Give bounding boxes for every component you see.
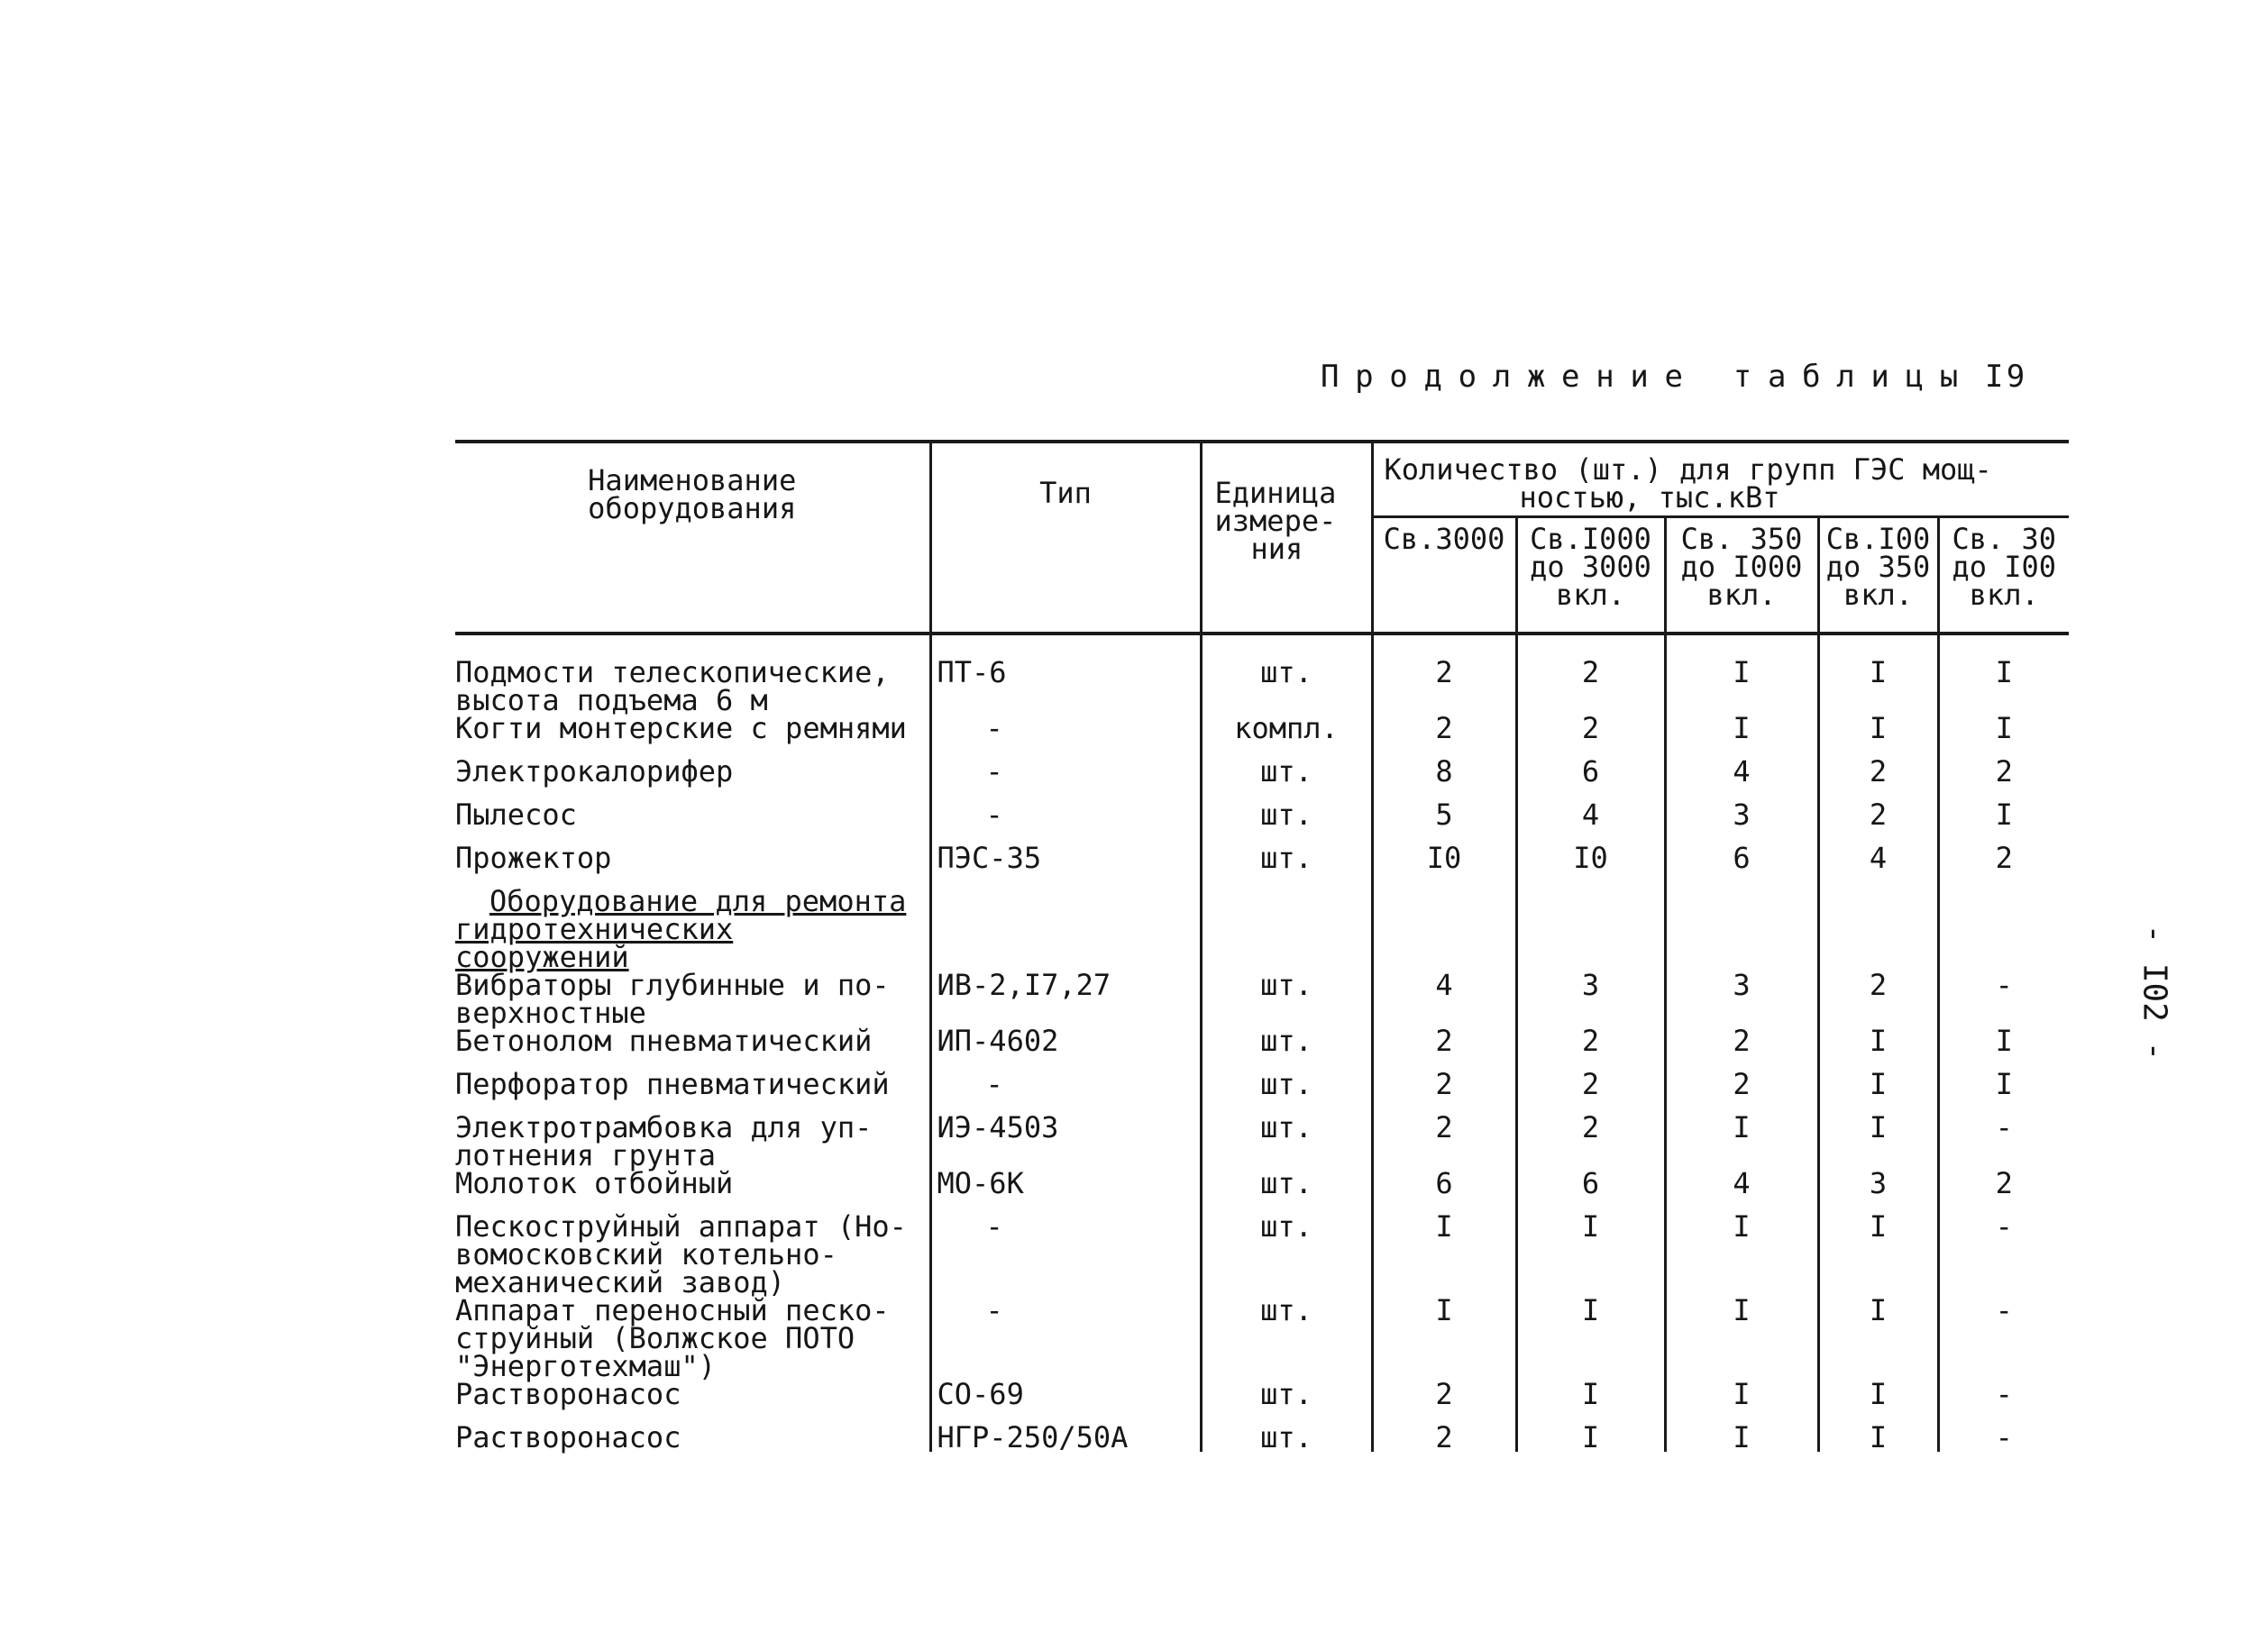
table-header bbox=[455, 442, 2069, 634]
equipment-type-cell: - bbox=[930, 801, 1201, 844]
quantity-cell-group-1: 5 bbox=[1372, 801, 1516, 844]
table-row bbox=[455, 971, 2069, 1027]
equipment-name-line: Вибраторы глубинные и по- bbox=[455, 968, 890, 1002]
quantity-cell-group-5: I bbox=[1938, 715, 2069, 758]
empty-cell bbox=[1372, 888, 1516, 971]
equipment-type-cell: ИВ-2,I7,27 bbox=[930, 971, 1201, 1027]
unit-cell: шт. bbox=[1201, 801, 1372, 844]
equipment-name-cell bbox=[455, 1377, 930, 1424]
equipment-name-line: Бетонолом пневматический bbox=[455, 1024, 873, 1058]
header-unit-line: ния bbox=[1250, 532, 1303, 566]
quantity-cell-group-4: I bbox=[1818, 1071, 1938, 1114]
quantity-cell-group-2: 2 bbox=[1516, 634, 1665, 715]
header-group-line: Св.3000 bbox=[1383, 522, 1505, 556]
equipment-name-line: Перфоратор пневматический bbox=[455, 1067, 890, 1101]
equipment-type-cell: - bbox=[930, 1071, 1201, 1114]
unit-cell: шт. bbox=[1201, 1071, 1372, 1114]
quantity-cell-group-3: 4 bbox=[1665, 1170, 1818, 1213]
unit-cell: компл. bbox=[1201, 715, 1372, 758]
quantity-cell-group-3: 4 bbox=[1665, 758, 1818, 801]
equipment-type-cell: - bbox=[930, 1213, 1201, 1297]
section-title-line: Оборудование для ремонта bbox=[489, 884, 907, 918]
quantity-cell-group-2: 2 bbox=[1516, 1071, 1665, 1114]
quantity-cell-group-4: 4 bbox=[1818, 844, 1938, 888]
quantity-cell-group-3: I bbox=[1665, 1114, 1818, 1170]
empty-cell bbox=[1201, 888, 1372, 971]
table-row bbox=[455, 1071, 2069, 1114]
quantity-cell-group-2: I bbox=[1516, 1213, 1665, 1297]
page-number: - I02 - bbox=[2135, 924, 2173, 1062]
header-type bbox=[930, 442, 1201, 634]
quantity-cell-group-3: I bbox=[1665, 1297, 1818, 1381]
table-body-hydro bbox=[455, 968, 2069, 1454]
quantity-cell-group-2: 6 bbox=[1516, 758, 1665, 801]
header-group-line: Св. 30 bbox=[1952, 522, 2057, 556]
quantity-cell-group-5: I bbox=[1938, 801, 2069, 844]
equipment-name-line: струйный (Волжское ПОТО bbox=[455, 1321, 855, 1355]
header-group-line: Св.I000 bbox=[1530, 522, 1651, 556]
equipment-name-line: Подмости телескопические, bbox=[455, 655, 890, 689]
empty-cell bbox=[1938, 888, 2069, 971]
equipment-type-cell: МО-6К bbox=[930, 1170, 1201, 1213]
quantity-cell-group-5: I bbox=[1938, 1027, 2069, 1071]
quantity-cell-group-3: 2 bbox=[1665, 1071, 1818, 1114]
empty-cell bbox=[1665, 888, 1818, 971]
quantity-cell-group-4: I bbox=[1818, 634, 1938, 715]
equipment-name-cell bbox=[455, 711, 930, 758]
quantity-cell-group-2: I0 bbox=[1516, 844, 1665, 888]
header-name-line: Наименование bbox=[588, 463, 797, 497]
equipment-name-cell bbox=[455, 1024, 930, 1071]
quantity-cell-group-3: I bbox=[1665, 1213, 1818, 1297]
quantity-cell-group-4: I bbox=[1818, 1114, 1938, 1170]
header-group-line: до I00 bbox=[1952, 550, 2057, 584]
quantity-cell-group-5: 2 bbox=[1938, 1170, 2069, 1213]
quantity-cell-group-4: I bbox=[1818, 715, 1938, 758]
quantity-cell-group-5: 2 bbox=[1938, 758, 2069, 801]
table-row bbox=[455, 1170, 2069, 1213]
equipment-type-cell: ИЭ-4503 bbox=[930, 1114, 1201, 1170]
quantity-cell-group-2: 2 bbox=[1516, 1114, 1665, 1170]
quantity-cell-group-3: I bbox=[1665, 1381, 1818, 1424]
table-row bbox=[455, 715, 2069, 758]
table-body-general bbox=[455, 634, 2069, 888]
quantity-cell-group-2: 6 bbox=[1516, 1170, 1665, 1213]
quantity-cell-group-2: 2 bbox=[1516, 1027, 1665, 1071]
quantity-cell-group-1: I0 bbox=[1372, 844, 1516, 888]
header-quantity-line: ностью, тыс.кВт bbox=[1519, 480, 1780, 515]
equipment-type-cell: - bbox=[930, 715, 1201, 758]
equipment-type-cell: - bbox=[930, 758, 1201, 801]
equipment-type-cell: НГР-250/50А bbox=[930, 1424, 1201, 1452]
quantity-cell-group-1: I bbox=[1372, 1213, 1516, 1297]
header-group-line: вкл. bbox=[1969, 578, 2039, 612]
header-name bbox=[455, 442, 930, 634]
unit-cell: шт. bbox=[1201, 1424, 1372, 1452]
quantity-cell-group-1: 2 bbox=[1372, 1071, 1516, 1114]
unit-cell: шт. bbox=[1201, 1170, 1372, 1213]
unit-cell: шт. bbox=[1201, 844, 1372, 888]
quantity-cell-group-3: I bbox=[1665, 634, 1818, 715]
table-row bbox=[455, 844, 2069, 888]
quantity-cell-group-4: I bbox=[1818, 1297, 1938, 1381]
quantity-cell-group-3: 3 bbox=[1665, 801, 1818, 844]
unit-cell: шт. bbox=[1201, 1213, 1372, 1297]
header-group-line: до 3000 bbox=[1530, 550, 1651, 584]
quantity-cell-group-5: - bbox=[1938, 1114, 2069, 1170]
equipment-name-cell bbox=[455, 968, 930, 1030]
quantity-cell-group-3: 2 bbox=[1665, 1027, 1818, 1071]
header-unit-line: измере- bbox=[1214, 504, 1337, 538]
equipment-name-line: Растворонасос bbox=[455, 1420, 681, 1454]
quantity-cell-group-4: 2 bbox=[1818, 801, 1938, 844]
section-header bbox=[455, 884, 2069, 974]
header-unit-line: Единица bbox=[1214, 476, 1337, 510]
quantity-cell-group-1: 2 bbox=[1372, 1424, 1516, 1452]
equipment-name-cell bbox=[455, 754, 930, 801]
equipment-name-line: Пескоструйный аппарат (Но- bbox=[455, 1209, 907, 1244]
table-row bbox=[455, 634, 2069, 715]
unit-cell: шт. bbox=[1201, 971, 1372, 1027]
equipment-name-line: "Энерготехмаш") bbox=[455, 1349, 716, 1383]
quantity-cell-group-5: - bbox=[1938, 1381, 2069, 1424]
quantity-cell-group-4: 3 bbox=[1818, 1170, 1938, 1213]
unit-cell: шт. bbox=[1201, 1297, 1372, 1381]
quantity-cell-group-1: 8 bbox=[1372, 758, 1516, 801]
equipment-type-cell: СО-69 bbox=[930, 1381, 1201, 1424]
table-row bbox=[455, 1297, 2069, 1381]
header-group-line: до I000 bbox=[1680, 550, 1803, 584]
header-group-line: до 350 bbox=[1825, 550, 1931, 584]
quantity-cell-group-5: - bbox=[1938, 971, 2069, 1027]
equipment-name-line: Когти монтерские с ремнями bbox=[455, 711, 907, 745]
table-row bbox=[455, 1027, 2069, 1071]
quantity-cell-group-1: 2 bbox=[1372, 634, 1516, 715]
header-group-3 bbox=[1665, 517, 1818, 634]
unit-cell: шт. bbox=[1201, 1027, 1372, 1071]
section-title-line: гидротехнических сооружений bbox=[455, 912, 734, 974]
equipment-name-cell bbox=[455, 1067, 930, 1114]
quantity-cell-group-5: - bbox=[1938, 1424, 2069, 1452]
quantity-cell-group-1: 2 bbox=[1372, 1381, 1516, 1424]
quantity-cell-group-3: 3 bbox=[1665, 971, 1818, 1027]
header-group-2 bbox=[1516, 517, 1665, 634]
quantity-cell-group-1: 2 bbox=[1372, 1114, 1516, 1170]
header-group-line: вкл. bbox=[1555, 578, 1626, 612]
quantity-cell-group-2: I bbox=[1516, 1297, 1665, 1381]
unit-cell: шт. bbox=[1201, 1381, 1372, 1424]
equipment-type-cell: - bbox=[930, 1297, 1201, 1381]
quantity-cell-group-4: 2 bbox=[1818, 758, 1938, 801]
quantity-cell-group-5: 2 bbox=[1938, 844, 2069, 888]
equipment-name-cell bbox=[455, 798, 930, 844]
equipment-name-cell bbox=[455, 634, 930, 715]
quantity-cell-group-4: 2 bbox=[1818, 971, 1938, 1027]
equipment-name-cell bbox=[455, 841, 930, 888]
equipment-name-line: Растворонасос bbox=[455, 1377, 681, 1411]
unit-cell: шт. bbox=[1201, 1114, 1372, 1170]
equipment-name-line: механический завод) bbox=[455, 1265, 786, 1299]
equipment-type-cell: ИП-4602 bbox=[930, 1027, 1201, 1071]
header-group-line: Св.I00 bbox=[1825, 522, 1931, 556]
equipment-name-line: высота подъема 6 м bbox=[455, 683, 768, 717]
equipment-name-cell bbox=[455, 1166, 930, 1213]
quantity-cell-group-3: I bbox=[1665, 1424, 1818, 1452]
header-quantity bbox=[1372, 442, 2069, 517]
quantity-cell-group-4: I bbox=[1818, 1381, 1938, 1424]
equipment-name-line: лотнения грунта bbox=[455, 1138, 716, 1172]
equipment-name-line: Пылесос bbox=[455, 798, 577, 832]
equipment-name-line: Электрокалорифер bbox=[455, 754, 734, 789]
quantity-cell-group-4: I bbox=[1818, 1027, 1938, 1071]
quantity-cell-group-4: I bbox=[1818, 1424, 1938, 1452]
quantity-cell-group-5: - bbox=[1938, 1213, 2069, 1297]
header-group-line: вкл. bbox=[1843, 578, 1914, 612]
equipment-name-line: Электротрамбовка для уп- bbox=[455, 1110, 873, 1144]
equipment-name-line: Аппарат переносный песко- bbox=[455, 1293, 890, 1327]
caption-text: Продолжение таблицы bbox=[1321, 359, 1974, 395]
table-row bbox=[455, 1114, 2069, 1170]
equipment-name-cell bbox=[455, 1110, 930, 1172]
quantity-cell-group-2: I bbox=[1516, 1424, 1665, 1452]
quantity-cell-group-1: 4 bbox=[1372, 971, 1516, 1027]
empty-cell bbox=[1516, 888, 1665, 971]
quantity-cell-group-2: 4 bbox=[1516, 801, 1665, 844]
quantity-cell-group-5: - bbox=[1938, 1297, 2069, 1381]
table-row bbox=[455, 801, 2069, 844]
equipment-type-cell: ПТ-6 bbox=[930, 634, 1201, 715]
unit-cell: шт. bbox=[1201, 634, 1372, 715]
equipment-name-line: Прожектор bbox=[455, 841, 612, 875]
table-number: I9 bbox=[1984, 359, 2028, 395]
table-row bbox=[455, 1424, 2069, 1452]
table-row bbox=[455, 1381, 2069, 1424]
empty-cell bbox=[1818, 888, 1938, 971]
quantity-cell-group-5: I bbox=[1938, 634, 2069, 715]
quantity-cell-group-1: 2 bbox=[1372, 1027, 1516, 1071]
quantity-cell-group-1: 6 bbox=[1372, 1170, 1516, 1213]
equipment-name-line: верхностные bbox=[455, 996, 646, 1030]
table-row bbox=[455, 758, 2069, 801]
quantity-cell-group-3: I bbox=[1665, 715, 1818, 758]
quantity-cell-group-5: I bbox=[1938, 1071, 2069, 1114]
equipment-name-cell bbox=[455, 1420, 930, 1454]
header-type-label: Тип bbox=[1039, 476, 1092, 510]
table-caption bbox=[1321, 359, 2028, 395]
quantity-cell-group-2: 3 bbox=[1516, 971, 1665, 1027]
equipment-name-cell bbox=[455, 1209, 930, 1299]
quantity-cell-group-4: I bbox=[1818, 1213, 1938, 1297]
quantity-cell-group-2: 2 bbox=[1516, 715, 1665, 758]
empty-cell bbox=[930, 888, 1201, 971]
quantity-cell-group-3: 6 bbox=[1665, 844, 1818, 888]
equipment-table bbox=[455, 440, 2069, 1452]
header-group-1 bbox=[1372, 517, 1516, 634]
header-group-line: вкл. bbox=[1706, 578, 1777, 612]
table-row bbox=[455, 1213, 2069, 1297]
header-group-line: Св. 350 bbox=[1680, 522, 1803, 556]
header-quantity-line: Количество (шт.) для групп ГЭС мощ- bbox=[1384, 452, 1992, 487]
quantity-cell-group-1: I bbox=[1372, 1297, 1516, 1381]
unit-cell: шт. bbox=[1201, 758, 1372, 801]
header-unit bbox=[1201, 442, 1372, 634]
equipment-name-line: вомосковский котельно- bbox=[455, 1237, 837, 1272]
quantity-cell-group-1: 2 bbox=[1372, 715, 1516, 758]
equipment-type-cell: ПЭС-35 bbox=[930, 844, 1201, 888]
header-group-5 bbox=[1938, 517, 2069, 634]
header-name-line: оборудования bbox=[588, 491, 797, 525]
header-group-4 bbox=[1818, 517, 1938, 634]
quantity-cell-group-2: I bbox=[1516, 1381, 1665, 1424]
equipment-name-cell bbox=[455, 1293, 930, 1383]
section-title bbox=[455, 884, 930, 974]
equipment-name-line: Молоток отбойный bbox=[455, 1166, 734, 1200]
